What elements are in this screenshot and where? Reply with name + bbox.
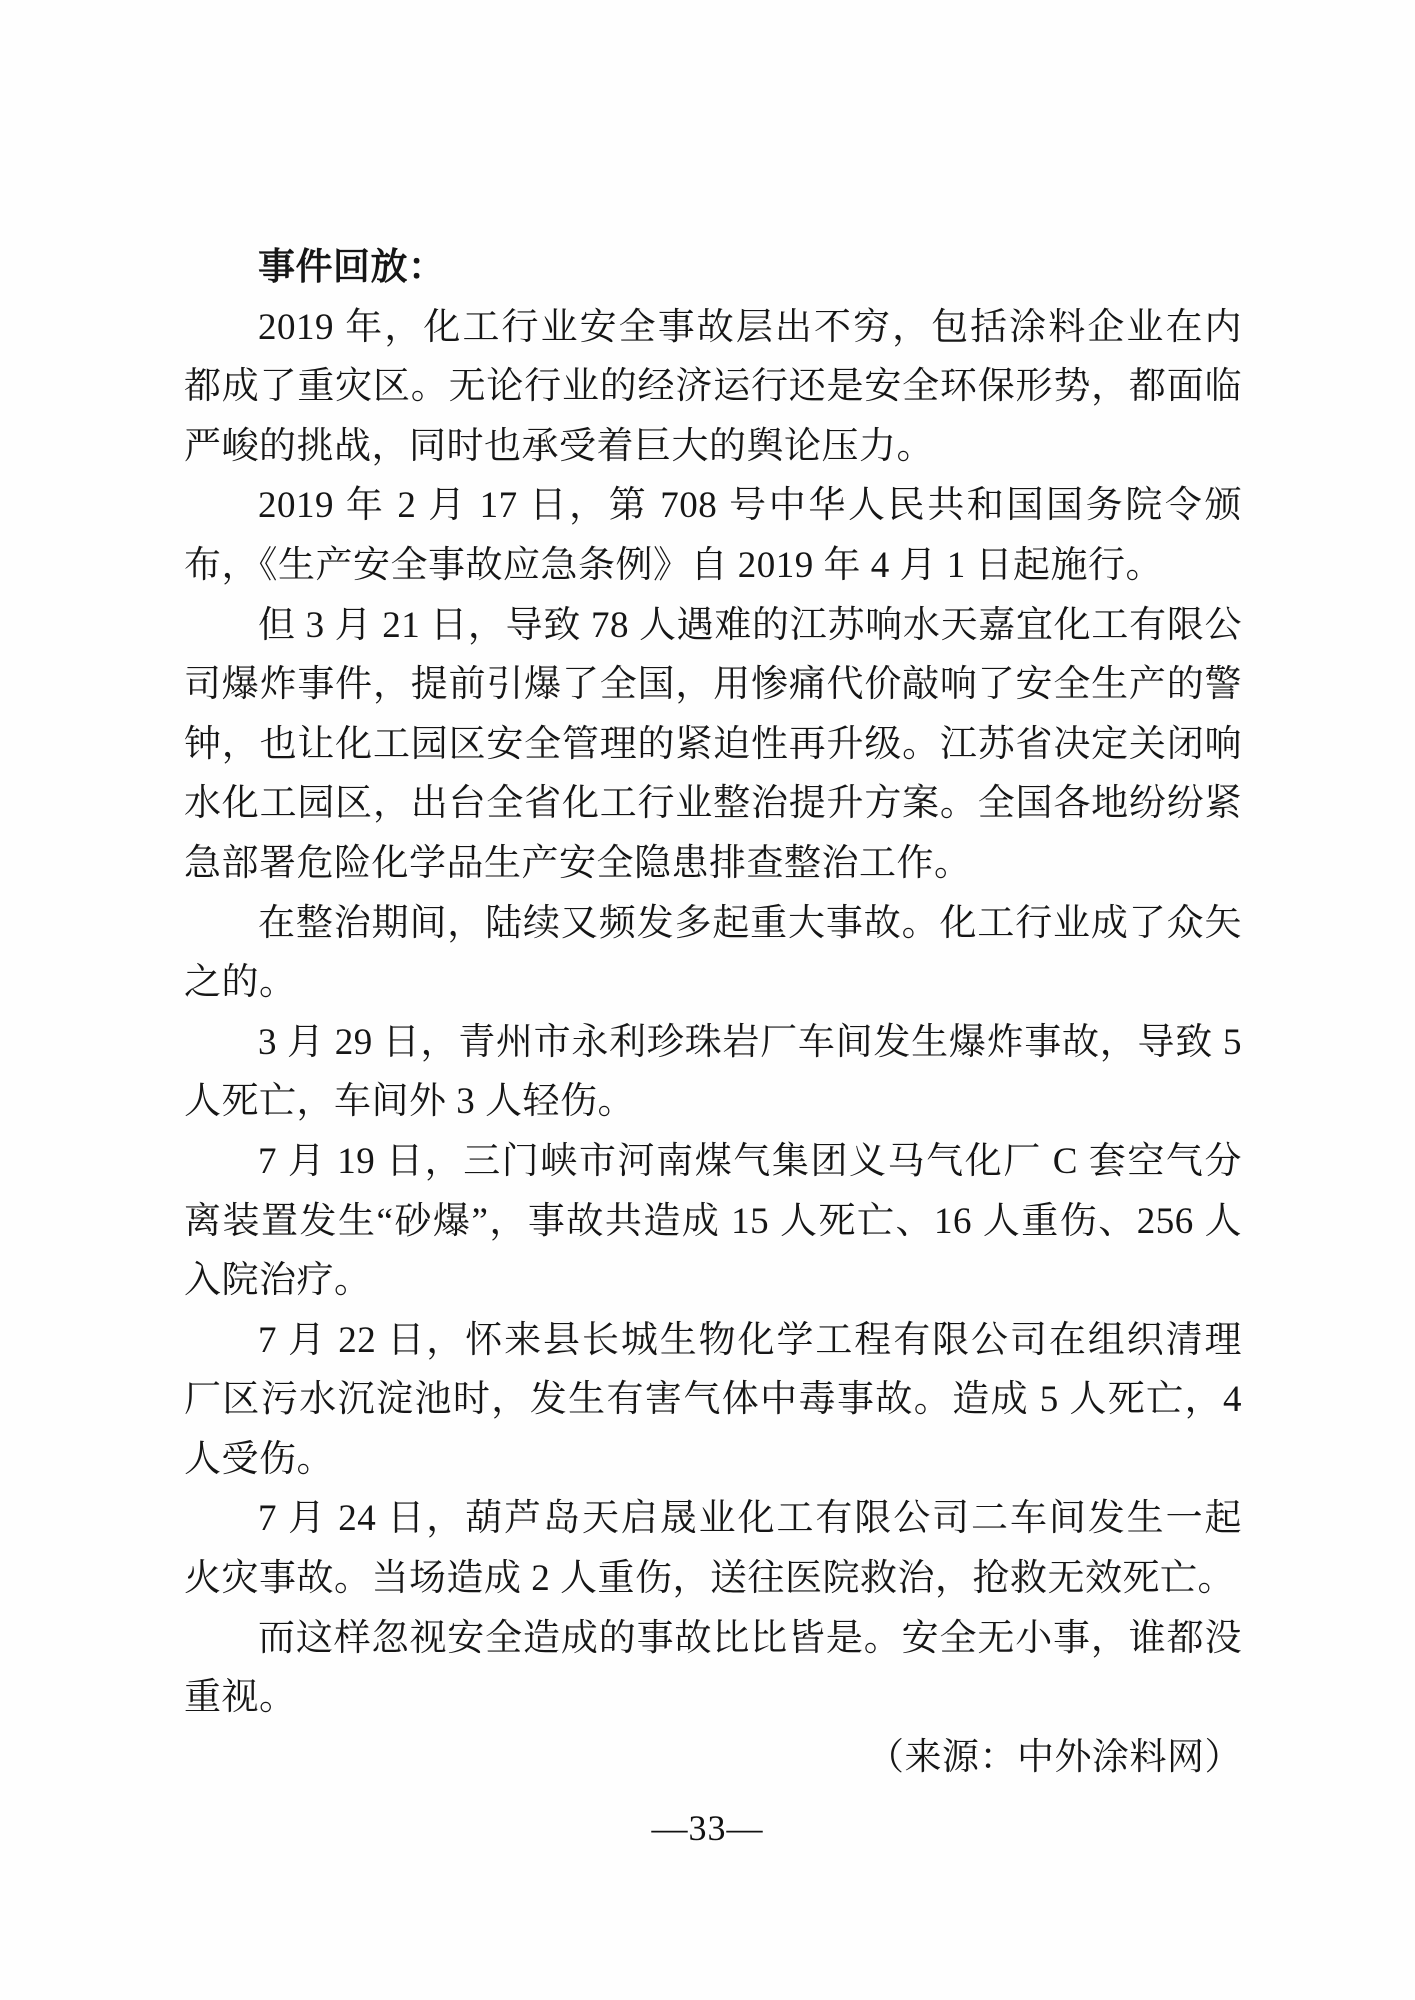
paragraph: 3 月 29 日，青州市永利珍珠岩厂车间发生爆炸事故，导致 5 人死亡，车间外 3 人轻伤。 — [184, 1021, 1242, 1123]
document-body — [184, 238, 1242, 1787]
paragraph: 7 月 24 日，葫芦岛天启晟业化工有限公司二车间发生一起火灾事故。当场造成 2 人重伤，送往医院救治，抢救无效死亡。 — [184, 1498, 1242, 1600]
paragraph: 而这样忽视安全造成的事故比比皆是。安全无小事，谁都没重视。 — [184, 1617, 1242, 1719]
paragraph: 2019 年，化工行业安全事故层出不穷，包括涂料企业在内都成了重灾区。无论行业的经济运行还是安全环保形势，都面临严峻的挑战，同时也承受着巨大的舆论压力。 — [184, 306, 1242, 467]
paragraph: 2019 年 2 月 17 日，第 708 号中华人民共和国国务院令颁布，《生产安全事故应急条例》自 2019 年 4 月 1 日起施行。 — [184, 485, 1242, 586]
paragraph: 在整治期间，陆续又频发多起重大事故。化工行业成了众矢之的。 — [184, 902, 1242, 1004]
source-attribution: （来源：中外涂料网） — [867, 1736, 1242, 1778]
page-number: —33— — [651, 1808, 764, 1848]
section-heading: 事件回放： — [258, 247, 446, 288]
paragraph: 但 3 月 21 日，导致 78 人遇难的江苏响水天嘉宜化工有限公司爆炸事件，提前引爆了全国，用惨痛代价敲响了安全生产的警钟，也让化工园区安全管理的紧迫性再升级。江苏省决定关闭响水化工园区，出台全省化工行业整治提升方案。全国各地纷纷紧急部署危险化学品生产安全隐患排查整治工作。 — [184, 604, 1242, 884]
paragraph: 7 月 19 日，三门峡市河南煤气集团义马气化厂 C 套空气分离装置发生“砂爆”，事故共造成 15 人死亡、16 人重伤、256 人入院治疗。 — [184, 1140, 1242, 1302]
paragraph: 7 月 22 日，怀来县长城生物化学工程有限公司在组织清理厂区污水沉淀池时，发生有害气体中毒事故。造成 5 人死亡，4 人受伤。 — [184, 1319, 1242, 1480]
